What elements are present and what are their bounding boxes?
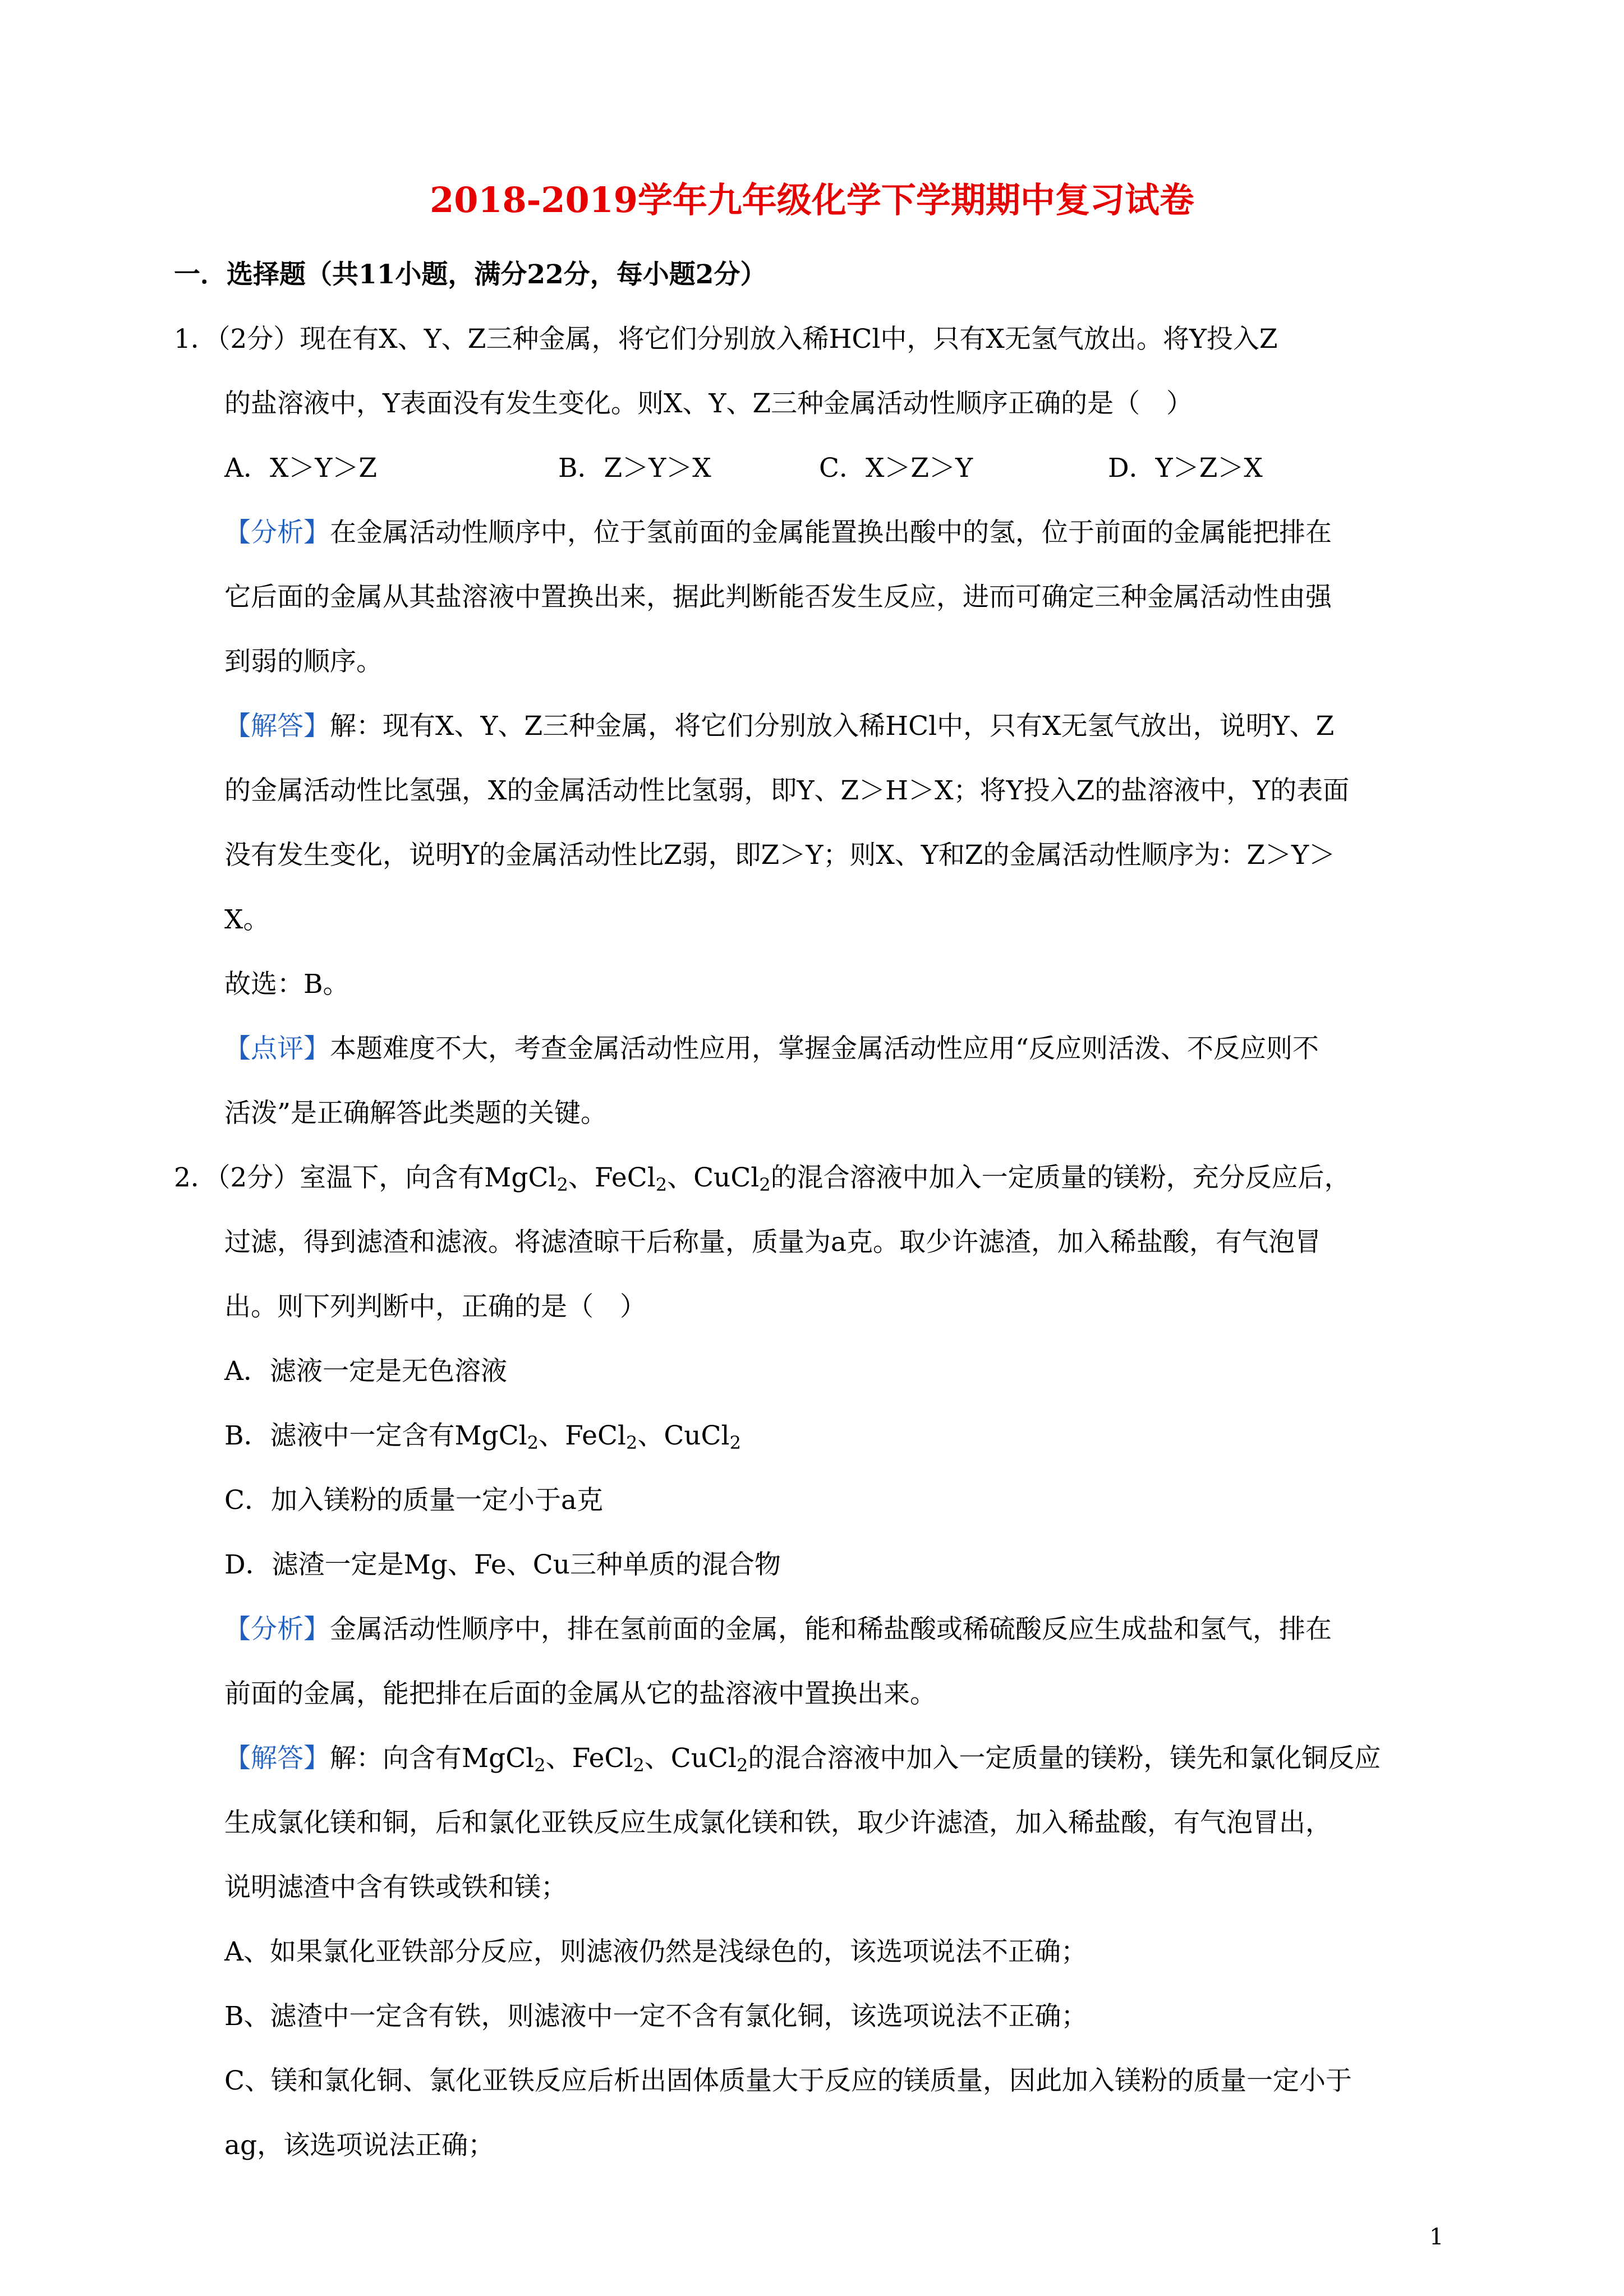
q2-explain-c-line-2: ag，该选项说法正确；	[224, 2130, 495, 2161]
analysis-tag: 【分析】	[224, 517, 330, 548]
q2-analysis-line-2: 前面的金属，能把排在后面的金属从它的盐溶液中置换出来。	[224, 1678, 936, 1709]
comment-tag: 【点评】	[224, 1033, 330, 1064]
q1-option-a: A．X＞Y＞Z	[224, 453, 378, 484]
q2-explain-a: A、如果氯化亚铁部分反应，则滤液仍然是浅绿色的，该选项说法不正确；	[224, 1936, 1087, 1967]
q1-analysis-line-3: 到弱的顺序。	[224, 646, 383, 677]
q1-analysis-line-2: 它后面的金属从其盐溶液中置换出来，据此判断能否发生反应，进而可确定三种金属活动性由强	[224, 582, 1332, 613]
q2-stem-line-3: 出。则下列判断中，正确的是（ ）	[224, 1291, 646, 1322]
q2-option-d: D．滤渣一定是Mg、Fe、Cu三种单质的混合物	[224, 1549, 781, 1580]
q2-stem-line-1: 2．（2分）室温下，向含有MgCl$_2$、FeCl$_2$、CuCl$_2$的混合溶液中加入一定质量的镁粉，充分反应后，	[174, 1162, 1351, 1195]
page-number: 1	[1429, 2224, 1444, 2250]
answer-tag: 【解答】	[224, 711, 330, 742]
q1-stem-line-2: 的盐溶液中，Y表面没有发生变化。则X、Y、Z三种金属活动性顺序正确的是（ ）	[224, 388, 1193, 419]
q1-answer-line-1: 【解答】解：现有X、Y、Z三种金属，将它们分别放入稀HCl中，只有X无氢气放出，说明Y、Z	[224, 711, 1335, 742]
q2-answer-line-2: 生成氯化镁和铜，后和氯化亚铁反应生成氯化镁和铁，取少许滤渣，加入稀盐酸，有气泡冒出，	[224, 1807, 1332, 1838]
page-title: 2018-2019学年九年级化学下学期期中复习试卷	[430, 180, 1194, 220]
q2-explain-c-line-1: C、镁和氯化铜、氯化亚铁反应后析出固体质量大于反应的镁质量，因此加入镁粉的质量一定小于	[224, 2065, 1352, 2096]
q2-option-c: C．加入镁粉的质量一定小于a克	[224, 1485, 603, 1516]
q2-analysis-line-1: 【分析】金属活动性顺序中，排在氢前面的金属，能和稀盐酸或稀硫酸反应生成盐和氢气，排在	[224, 1614, 1332, 1645]
q1-stem-line-1: 1．（2分）现在有X、Y、Z三种金属，将它们分别放入稀HCl中，只有X无氢气放出。将Y投入Z	[174, 324, 1278, 355]
q1-answer-line-4: X。	[224, 904, 270, 935]
q2-answer-line-3: 说明滤渣中含有铁或铁和镁；	[224, 1872, 567, 1903]
analysis-tag: 【分析】	[224, 1614, 330, 1645]
q1-choice: 故选：B。	[224, 969, 349, 1000]
q1-option-c: C．X＞Z＞Y	[819, 453, 973, 484]
q2-explain-b: B、滤渣中一定含有铁，则滤液中一定不含有氯化铜，该选项说法不正确；	[224, 2001, 1088, 2032]
q1-analysis-line-1: 【分析】在金属活动性顺序中，位于氢前面的金属能置换出酸中的氢，位于前面的金属能把排在	[224, 517, 1332, 548]
q1-answer-line-2: 的金属活动性比氢强，X的金属活动性比氢弱，即Y、Z＞H＞X；将Y投入Z的盐溶液中，Y的表面	[224, 775, 1350, 806]
q1-option-d: D．Y＞Z＞X	[1108, 453, 1263, 484]
q2-option-b: B．滤液中一定含有MgCl$_2$、FeCl$_2$、CuCl$_2$	[224, 1420, 741, 1453]
q2-answer-line-1: 【解答】解：向含有MgCl$_2$、FeCl$_2$、CuCl$_2$的混合溶液中加入一定质量的镁粉，镁先和氯化铜反应	[224, 1743, 1381, 1776]
q1-option-b: B．Z＞Y＞X	[558, 453, 711, 484]
q1-comment-line-2: 活泼”是正确解答此类题的关键。	[224, 1098, 608, 1129]
q2-stem-line-2: 过滤，得到滤渣和滤液。将滤渣晾干后称量，质量为a克。取少许滤渣，加入稀盐酸，有气泡冒	[224, 1227, 1322, 1258]
q1-comment-line-1: 【点评】本题难度不大，考查金属活动性应用，掌握金属活动性应用“反应则活泼、不反应则不	[224, 1033, 1319, 1064]
answer-tag: 【解答】	[224, 1743, 330, 1774]
section-heading: 一．选择题（共11小题，满分22分，每小题2分）	[174, 259, 767, 290]
q1-answer-line-3: 没有发生变化，说明Y的金属活动性比Z弱，即Z＞Y；则X、Y和Z的金属活动性顺序为：Z＞Y＞	[224, 840, 1336, 871]
q2-option-a: A．滤液一定是无色溶液	[224, 1356, 507, 1387]
